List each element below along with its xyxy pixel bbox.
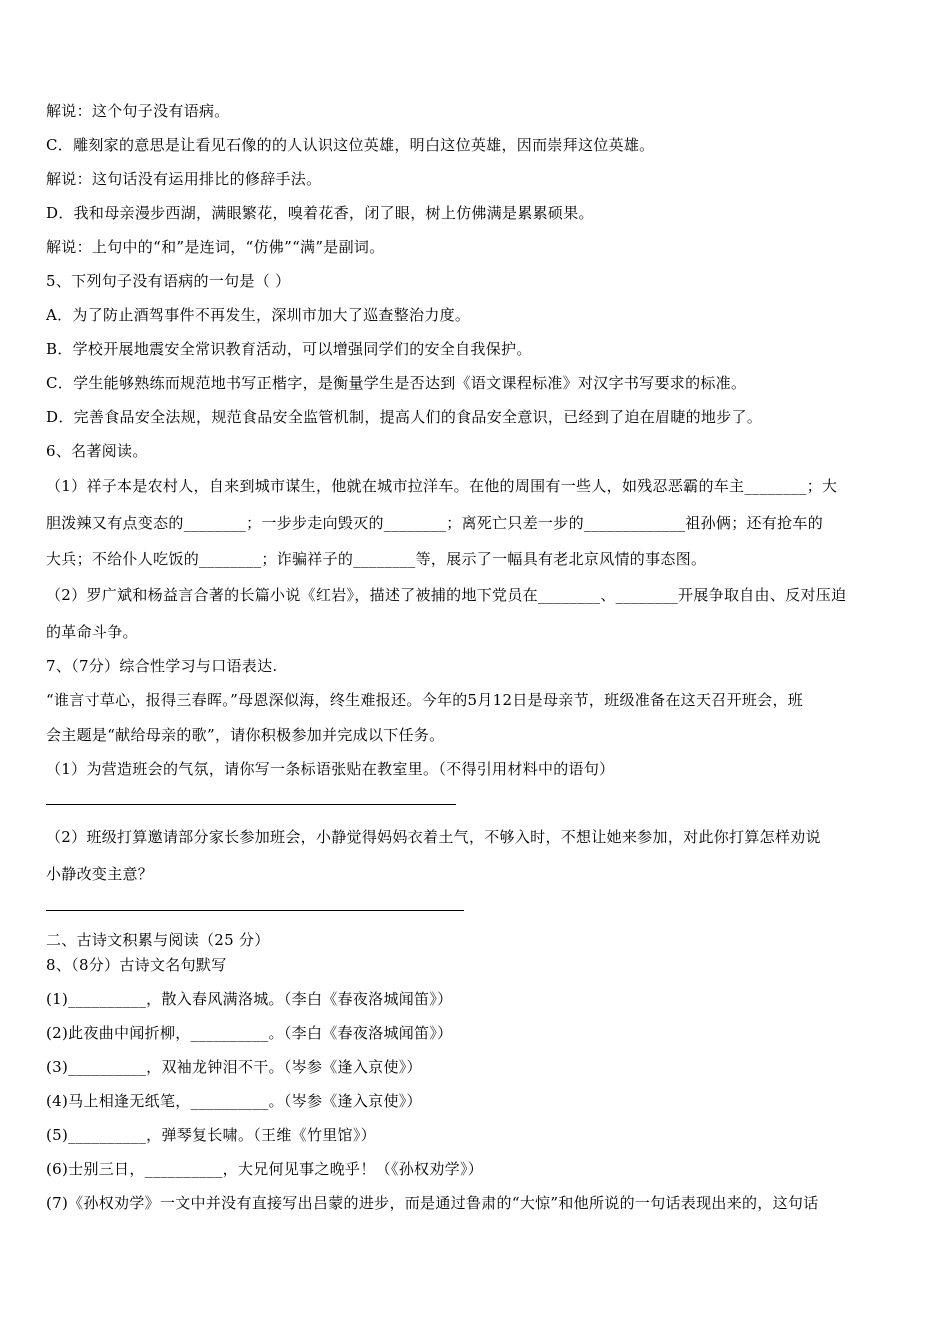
q8-item-1: (1)__________，散入春风满洛城。（李白《春夜洛城闻笛》） — [46, 990, 453, 1008]
q5-option-b: B．学校开展地震安全常识教育活动，可以增强同学们的安全自我保护。 — [46, 340, 532, 358]
q6-part2-line2: 的革命斗争。 — [46, 623, 138, 641]
answer-line-task2[interactable] — [46, 910, 464, 911]
q8-item-5: (5)__________，弹琴复长啸。（王维《竹里馆》） — [46, 1126, 376, 1144]
option-c-line: C．雕刻家的意思是让看见石像的的人认识这位英雄，明白这位英雄，因而崇拜这位英雄。 — [46, 136, 655, 154]
q8-item-4: (4)马上相逢无纸笔，__________。（岑参《逢入京使》） — [46, 1092, 422, 1110]
q5-option-c: C．学生能够熟练而规范地书写正楷字，是衡量学生是否达到《语文课程标准》对汉字书写要求的标准。 — [46, 374, 747, 392]
answer-line-task1[interactable] — [46, 804, 456, 805]
option-d-line: D．我和母亲漫步西湖，满眼繁花，嗅着花香，闭了眼，树上仿佛满是累累硕果。 — [46, 204, 594, 222]
q8-item-7: (7)《孙权劝学》一文中并没有直接写出吕蒙的进步，而是通过鲁肃的“大惊”和他所说的一句话表现出来的，这句话 — [46, 1194, 819, 1212]
question-5-title: 5、下列句子没有语病的一句是（ ） — [46, 272, 291, 290]
q6-part1-line1: （1）祥子本是农村人，自来到城市谋生，他就在城市拉洋车。在他的周围有一些人，如残忍恶霸的车主________；大 — [46, 477, 838, 495]
q5-option-d: D．完善食品安全法规，规范食品安全监管机制，提高人们的食品安全意识，已经到了迫在眉睫的地步了。 — [46, 408, 763, 426]
question-6-title: 6、名著阅读。 — [46, 442, 148, 460]
q8-item-2: (2)此夜曲中闻折柳，__________。（李白《春夜洛城闻笛》） — [46, 1024, 453, 1042]
question-7-title: 7、（7分）综合性学习与口语表达. — [46, 657, 278, 675]
explanation-line-2: 解说：这句话没有运用排比的修辞手法。 — [46, 170, 322, 188]
q7-intro-line1: “谁言寸草心，报得三春晖。”母恩深似海，终生难报还。今年的5月12日是母亲节，班级准备在这天召开班会，班 — [46, 691, 804, 709]
q6-part1-line3: 大兵；不给仆人吃饭的________；诈骗祥子的________等，展示了一幅具有老北京风情的事态图。 — [46, 550, 707, 568]
question-8-title: 8、（8分）古诗文名句默写 — [46, 956, 227, 974]
q7-task1: （1）为营造班会的气氛，请你写一条标语张贴在教室里。（不得引用材料中的语句） — [46, 760, 615, 778]
q8-item-6: (6)士别三日，__________，大兄何见事之晚乎！（《孙权劝学》） — [46, 1160, 484, 1178]
q8-item-3: (3)__________，双袖龙钟泪不干。（岑参《逢入京使》） — [46, 1058, 422, 1076]
explanation-line-1: 解说：这个句子没有语病。 — [46, 102, 230, 120]
q7-intro-line2: 会主题是“献给母亲的歌”，请你积极参加并完成以下任务。 — [46, 726, 445, 744]
q7-task2-line2: 小静改变主意？ — [46, 865, 154, 883]
q7-task2-line1: （2）班级打算邀请部分家长参加班会，小静觉得妈妈衣着土气，不够入时，不想让她来参加，对此你打算怎样劝说 — [46, 828, 821, 846]
q6-part2-line1: （2）罗广斌和杨益言合著的长篇小说《红岩》，描述了被捕的地下党员在________、________开展争取自由、反对压迫 — [46, 586, 847, 604]
q5-option-a: A．为了防止酒驾事件不再发生，深圳市加大了巡查整治力度。 — [46, 306, 471, 324]
explanation-line-3: 解说：上句中的“和”是连词，“仿佛”“满”是副词。 — [46, 238, 385, 256]
section-2-heading: 二、古诗文积累与阅读（25 分） — [46, 931, 270, 949]
q6-part1-line2: 胆泼辣又有点变态的________；一步步走向毁灭的________；离死亡只差一步的_____________祖孙俩；还有抢车的 — [46, 514, 824, 532]
